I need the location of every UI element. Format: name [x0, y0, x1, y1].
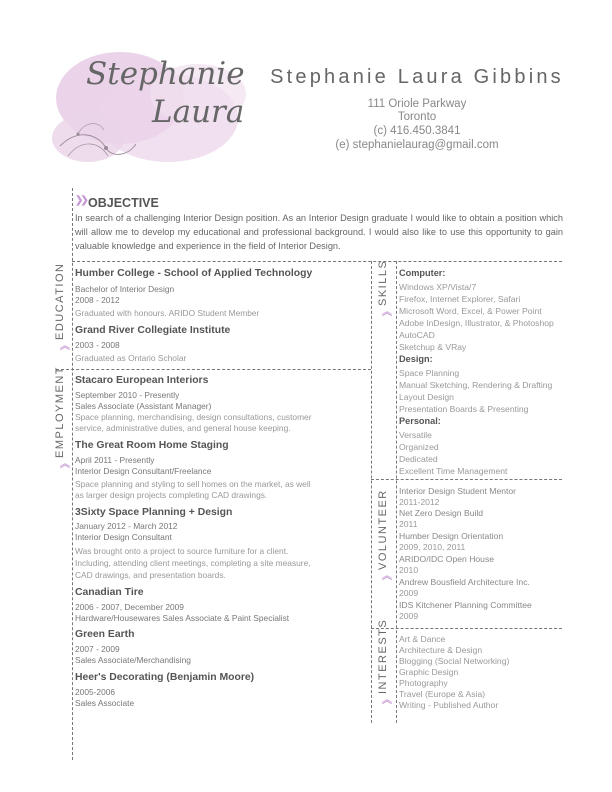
volunteer-years: 2009, 2010, 2011 [399, 542, 466, 552]
skills-design-item: Manual Sketching, Rendering & Drafting [399, 380, 553, 390]
skills-computer-item: Firefox, Internet Explorer, Safari [399, 294, 521, 304]
interest-item: Art & Dance [399, 634, 446, 644]
skills-personal-item: Excellent Time Management [399, 466, 508, 476]
volunteer-years: 2011 [399, 519, 418, 529]
volunteer-divider [371, 628, 562, 629]
section-label-employment: EMPLOYMENT [54, 365, 66, 458]
job-company: The Great Room Home Staging [75, 440, 229, 451]
job-company: Stacaro European Interiors [75, 375, 209, 386]
skills-computer-item: Windows XP/Vista/7 [399, 282, 477, 292]
job-dates: 2005-2006 [75, 687, 116, 697]
skills-design-item: Layout Design [399, 392, 454, 402]
job-dates: 2007 - 2009 [75, 644, 120, 654]
interest-item: Blogging (Social Networking) [399, 656, 510, 666]
volunteer-title: Humber Design Orientation [399, 531, 504, 541]
objective-title: OBJECTIVE [88, 196, 159, 210]
volunteer-title: Interior Design Student Mentor [399, 486, 517, 496]
employment-chevron-icon: ︽ [60, 459, 70, 470]
skills-divider [371, 479, 562, 480]
right-divider [396, 261, 397, 723]
volunteer-years: 2011-2012 [399, 497, 440, 507]
volunteer-title: Andrew Bousfield Architecture Inc. [399, 577, 530, 587]
job-role: Sales Associate/Merchandising [75, 655, 191, 665]
education-divider [56, 369, 371, 370]
job-description: service, administrative duties, and general house keeping. [75, 423, 291, 433]
job-role: Sales Associate (Assistant Manager) [75, 401, 212, 411]
interest-item: Photography [399, 678, 448, 688]
education-dates: 2003 - 2008 [75, 340, 120, 350]
section-label-volunteer: VOLUNTEER [377, 489, 389, 570]
address-line: 111 Oriole Parkway [367, 98, 467, 110]
center-divider [371, 261, 372, 723]
email-line[interactable]: (e) stephanielaurag@gmail.com [335, 139, 499, 151]
education-chevron-icon: ︽ [60, 341, 70, 352]
interest-item: Graphic Design [399, 667, 459, 677]
volunteer-title: ARIDO/IDC Open House [399, 554, 495, 564]
job-description: Space planning and styling to sell homes on the market, as well [75, 479, 311, 489]
section-label-skills: SKILLS [377, 259, 389, 306]
education-note: Graduated as Ontario Scholar [75, 353, 187, 363]
job-description: Space planning, merchandising, design consultations, customer [75, 412, 312, 422]
left-divider [72, 188, 73, 760]
skills-personal-title: Personal: [399, 416, 441, 426]
logo-last-name: Laura [152, 94, 245, 130]
volunteer-years: 2009 [399, 611, 419, 621]
skills-design-item: Presentation Boards & Presenting [399, 404, 529, 414]
job-role: Interior Design Consultant/Freelance [75, 466, 212, 476]
interest-item: Architecture & Design [399, 645, 483, 655]
skills-personal-item: Dedicated [399, 454, 438, 464]
skills-computer-item: Adobe InDesign, Illustrator, & Photoshop [399, 318, 554, 328]
education-school: Grand River Collegiate Institute [75, 325, 231, 336]
education-degree: Bachelor of Interior Design [75, 284, 175, 294]
section-label-interests: INTERESTS [377, 618, 389, 694]
education-note: Graduated with honours. ARIDO Student Member [75, 308, 260, 318]
education-school: Humber College - School of Applied Technology [75, 268, 313, 279]
interest-item: Writing - Published Author [399, 700, 499, 710]
job-dates: September 2010 - Presently [75, 390, 180, 400]
job-role: Interior Design Consultant [75, 532, 172, 542]
job-description: Was brought onto a project to source furniture for a client. [75, 546, 289, 556]
skills-personal-item: Versatile [399, 430, 432, 440]
job-dates: April 2011 - Presently [75, 455, 155, 465]
volunteer-years: 2009 [399, 588, 419, 598]
job-description: CAD drawings, and presentation boards. [75, 570, 226, 580]
job-role: Hardware/Housewares Sales Associate & Paint Specialist [75, 613, 290, 623]
job-company: Green Earth [75, 629, 135, 640]
job-description: as larger design projects completing CAD drawings. [75, 490, 268, 500]
job-role: Sales Associate [75, 698, 135, 708]
section-label-education: EDUCATION [54, 262, 66, 340]
objective-chevron-icon: ❯❯ [75, 195, 86, 206]
volunteer-title: Net Zero Design Build [399, 508, 484, 518]
volunteer-chevron-icon: ︽ [382, 571, 392, 582]
candidate-name: Stephanie Laura Gibbins [270, 66, 564, 88]
job-company: 3Sixty Space Planning + Design [75, 507, 233, 518]
volunteer-title: IDS Kitchener Planning Committee [399, 600, 532, 610]
logo [48, 38, 248, 170]
education-dates: 2008 - 2012 [75, 295, 120, 305]
volunteer-years: 2010 [399, 565, 419, 575]
objective-divider [72, 261, 562, 262]
job-company: Canadian Tire [75, 587, 144, 598]
phone-line: (c) 416.450.3841 [373, 125, 461, 137]
skills-computer-title: Computer: [399, 268, 446, 278]
skills-computer-item: Microsoft Word, Excel, & Power Point [399, 306, 542, 316]
skills-design-item: Space Planning [399, 368, 460, 378]
objective-text: In search of a challenging Interior Design position. As an Interior Design graduate I would like to obtain a position which will allow me to develop my educational and professional background. I would also like to use this opportunity to gain valuable knowledge and experience in the field of Interior Design. [75, 213, 563, 251]
skills-personal-item: Organized [399, 442, 439, 452]
skills-computer-item: Sketchup & VRay [399, 342, 467, 352]
city-line: Toronto [397, 111, 437, 123]
job-description: Including, attending client meetings, completing a site measure, [75, 558, 311, 568]
interests-chevron-icon: ︽ [382, 695, 392, 706]
skills-computer-item: AutoCAD [399, 330, 435, 340]
interest-item: Travel (Europe & Asia) [399, 689, 486, 699]
logo-first-name: Stephanie [86, 56, 245, 92]
skills-design-title: Design: [399, 354, 433, 364]
job-dates: January 2012 - March 2012 [75, 521, 178, 531]
skills-chevron-icon: ︽ [382, 307, 392, 318]
job-dates: 2006 - 2007, December 2009 [75, 602, 184, 612]
job-company: Heer's Decorating (Benjamin Moore) [75, 672, 255, 683]
